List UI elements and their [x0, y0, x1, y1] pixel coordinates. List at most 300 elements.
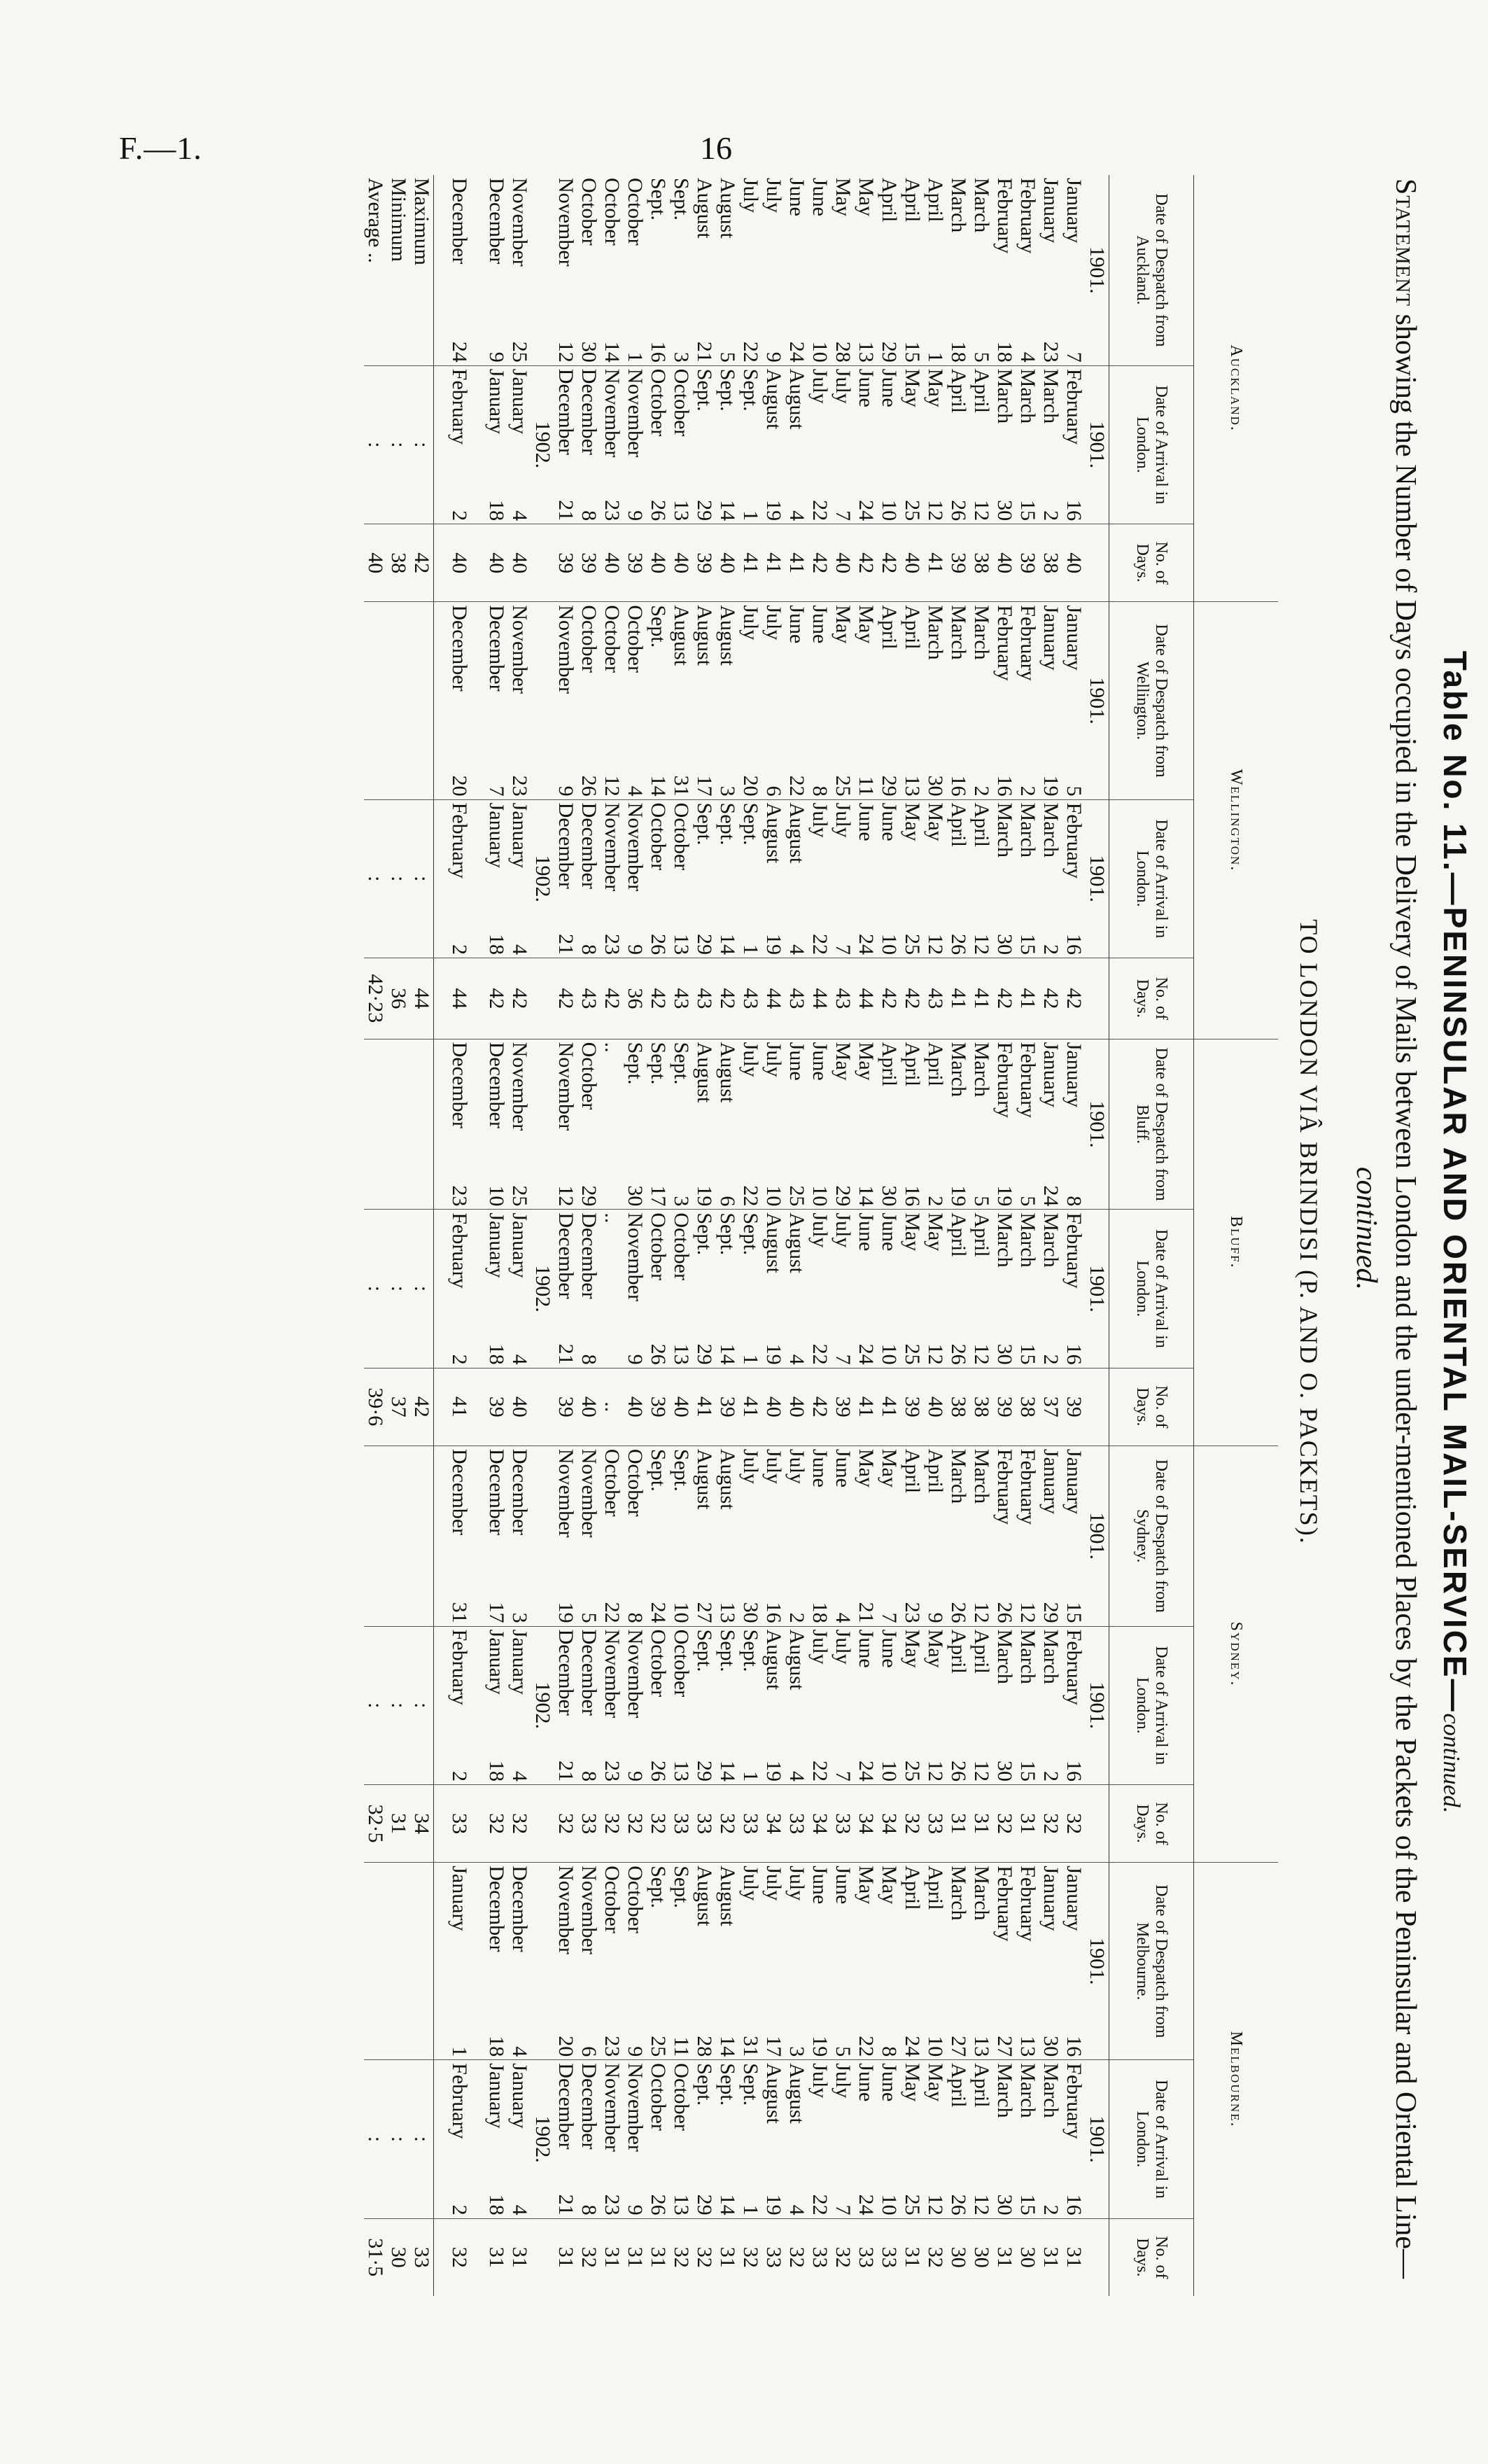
group-wellington: Wellington.: [1194, 602, 1279, 1039]
day: 26: [947, 500, 970, 522]
stats-label: Maximum: [410, 175, 434, 365]
month: August: [693, 1042, 716, 1103]
col-days-auckland: No. of Days.: [1109, 524, 1194, 602]
arrival-date-cell: [716, 2060, 739, 2218]
day: 19: [554, 1602, 577, 1623]
days-cell: 39: [716, 1368, 739, 1446]
days-cell: 31: [624, 2246, 647, 2268]
days-cell: 36: [624, 958, 647, 1039]
month: November: [624, 802, 647, 892]
stats-filler: :: [410, 1626, 434, 1784]
arrival-date-cell: [924, 1626, 947, 1784]
arrival-date-cell: [785, 2060, 808, 2218]
day: 29: [693, 2194, 716, 2216]
year-cell: 1902.: [531, 365, 554, 524]
arrival-date-cell: [624, 2060, 647, 2218]
month: March: [947, 1042, 970, 1097]
day: 14: [716, 500, 739, 522]
despatch-date-cell: [647, 1446, 670, 1626]
days-cell: 38: [1016, 1368, 1039, 1446]
month: April: [970, 802, 993, 847]
despatch-date-cell: [1062, 1039, 1086, 1210]
col-despatch-sydney: Date of Despatch from Sydney.: [1109, 1446, 1194, 1626]
despatch-date-cell: [670, 602, 693, 799]
despatch-date-cell: [1016, 175, 1039, 365]
day: 8: [577, 944, 601, 955]
stats-filler: [364, 1039, 387, 1210]
day: 18: [485, 2194, 508, 2216]
arrival-date-cell: [508, 1626, 531, 1784]
table-row: [670, 175, 693, 2296]
despatch-date-cell: [762, 1039, 785, 1210]
arrival-date-cell: [878, 365, 901, 524]
month: December: [554, 2063, 577, 2150]
day: 26: [947, 1343, 970, 1365]
stats-row: [364, 175, 387, 2296]
month: November: [554, 1865, 577, 1954]
stats-value: 40: [364, 524, 387, 602]
month: November: [577, 1865, 601, 1954]
despatch-date-cell: [448, 175, 471, 365]
stats-filler: [364, 1446, 387, 1626]
month: Sept.: [693, 802, 716, 846]
month: December: [448, 178, 471, 265]
days-cell: 32: [693, 2246, 716, 2268]
table-row: [554, 175, 577, 2296]
arrival-date-cell: [554, 1210, 577, 1368]
days-cell: 39: [831, 1368, 855, 1446]
month: January: [508, 2063, 531, 2129]
day: 16: [1062, 1760, 1086, 1782]
day: 16: [901, 1185, 924, 1207]
month: November: [624, 2063, 647, 2152]
days-cell: 40: [508, 1368, 531, 1446]
month: May: [878, 1448, 901, 1488]
month: December: [485, 1448, 508, 1536]
month: April: [924, 1448, 947, 1494]
arrival-date-cell: [577, 365, 601, 524]
arrival-date-cell: [808, 2060, 831, 2218]
stats-value: 37: [387, 1368, 410, 1446]
days-cell: 41: [739, 1368, 762, 1446]
table-row: [624, 175, 647, 2296]
col-days-wellington: No. of Days.: [1109, 958, 1194, 1039]
month: July: [762, 1865, 785, 1901]
month: March: [993, 1629, 1016, 1684]
arrival-date-cell: [448, 799, 471, 958]
stats-filler: :: [387, 1210, 410, 1368]
day: 5: [970, 1196, 993, 1207]
day: 16: [947, 775, 970, 797]
month: July: [739, 605, 762, 640]
days-cell: 34: [762, 1784, 785, 1862]
days-cell: 43: [785, 958, 808, 1039]
day: 12: [924, 2194, 947, 2216]
month: October: [624, 1448, 647, 1517]
year-cell: 1901.: [1086, 602, 1109, 799]
col-arrival-wellington: Date of Arrival in London.: [1109, 799, 1194, 958]
arrival-date-cell: [554, 2060, 577, 2218]
month: August: [785, 1629, 808, 1690]
month: July: [831, 368, 855, 404]
month: October: [647, 1629, 670, 1698]
day: 25: [901, 933, 924, 955]
day: 14: [716, 2036, 739, 2057]
despatch-date-cell: [878, 175, 901, 365]
col-despatch-auckland: Date of Despatch from Auckland.: [1109, 175, 1194, 365]
month: Sept.: [647, 605, 670, 648]
month: ..: [601, 1042, 624, 1053]
despatch-date-cell: [762, 1446, 785, 1626]
arrival-date-cell: [924, 1210, 947, 1368]
month: February: [1062, 368, 1086, 445]
day: 12: [970, 1760, 993, 1782]
stats-filler: :: [364, 799, 387, 958]
month: March: [1039, 2063, 1062, 2118]
table-row: [485, 175, 508, 2296]
day: 29: [693, 500, 716, 522]
month: May: [901, 802, 924, 841]
month: January: [1039, 1448, 1062, 1515]
despatch-date-cell: [601, 175, 624, 365]
despatch-date-cell: [970, 602, 993, 799]
day: 29: [878, 341, 901, 363]
days-cell: 34: [808, 1784, 831, 1862]
arrival-date-cell: [577, 1626, 601, 1784]
arrival-date-cell: [670, 1210, 693, 1368]
despatch-date-cell: [1062, 602, 1086, 799]
day: 2: [448, 1770, 471, 1782]
day: 26: [647, 500, 670, 522]
month: February: [1016, 1865, 1039, 1942]
days-cell: 41: [924, 524, 947, 602]
arrival-date-cell: [878, 799, 901, 958]
days-cell: 32: [785, 2246, 808, 2268]
day: 9: [485, 351, 508, 363]
arrival-date-cell: [739, 799, 762, 958]
month: Sept.: [693, 2063, 716, 2106]
despatch-date-cell: [693, 1863, 716, 2060]
day: 14: [716, 933, 739, 955]
arrival-date-cell: [1062, 1626, 1086, 1784]
day: 2: [1039, 2204, 1062, 2216]
days-cell: 33: [577, 1784, 601, 1862]
month: June: [808, 1042, 831, 1081]
day: 27: [993, 2036, 1016, 2057]
day: 3: [670, 351, 693, 363]
despatch-date-cell: [601, 602, 624, 799]
day: 4: [785, 2204, 808, 2216]
day: 30: [924, 775, 947, 797]
day: 9: [624, 510, 647, 522]
year-cell: [531, 1784, 554, 1862]
despatch-date-cell: [878, 1039, 901, 1210]
stats-filler: :: [410, 365, 434, 524]
arrival-date-cell: [508, 365, 531, 524]
spacer-cell: [434, 1863, 449, 2060]
arrival-date-cell: [601, 799, 624, 958]
day: 21: [554, 500, 577, 522]
despatch-date-cell: [947, 602, 970, 799]
day: 25: [785, 1185, 808, 1207]
arrival-date-cell: [831, 1210, 855, 1368]
despatch-date-cell: [577, 1039, 601, 1210]
year-cell: [531, 602, 554, 799]
day: 13: [670, 500, 693, 522]
day: 20: [448, 775, 471, 797]
despatch-date-cell: [554, 602, 577, 799]
despatch-date-cell: [808, 1863, 831, 2060]
days-cell: 40: [901, 524, 924, 602]
month: April: [947, 2063, 970, 2108]
month: December: [554, 1629, 577, 1716]
arrival-date-cell: [831, 365, 855, 524]
month: February: [993, 605, 1016, 681]
arrival-date-cell: [855, 1210, 878, 1368]
days-cell: 31: [647, 2246, 670, 2268]
stats-filler: [410, 1446, 434, 1626]
days-cell: 30: [970, 2246, 993, 2268]
day: 4: [1016, 351, 1039, 363]
month: June: [785, 605, 808, 644]
day: 22: [808, 1343, 831, 1365]
day: 25: [901, 2194, 924, 2216]
arrival-date-cell: [762, 1210, 785, 1368]
stats-filler: [364, 602, 387, 799]
table-row: [831, 175, 855, 2296]
despatch-date-cell: [785, 1863, 808, 2060]
day: 4: [785, 944, 808, 955]
despatch-date-cell: [901, 175, 924, 365]
days-cell: 39: [901, 1368, 924, 1446]
month: January: [485, 368, 508, 435]
days-cell: 41: [448, 1368, 471, 1446]
day: 15: [1016, 500, 1039, 522]
arrival-date-cell: [693, 1626, 716, 1784]
page-ref: F.—1.: [119, 130, 202, 166]
days-cell: 42: [808, 1368, 831, 1446]
day: 19: [993, 1185, 1016, 1207]
day: 4: [785, 1770, 808, 1782]
day: 23: [508, 775, 531, 797]
month: June: [831, 1448, 855, 1488]
day: 4: [508, 1354, 531, 1365]
day: 23: [601, 2194, 624, 2216]
despatch-date-cell: [831, 175, 855, 365]
month: June: [808, 178, 831, 216]
days-cell: 39: [577, 524, 601, 602]
spacer-cell: [434, 1626, 449, 1784]
month: May: [855, 1865, 878, 1905]
day: 12: [970, 2194, 993, 2216]
month: January: [485, 802, 508, 868]
day: 3: [716, 785, 739, 797]
stats-filler: [387, 602, 410, 799]
days-cell: 41: [785, 524, 808, 602]
arrival-date-cell: [716, 799, 739, 958]
table-row: [878, 175, 901, 2296]
month: Sept.: [739, 802, 762, 846]
month: January: [1062, 605, 1086, 671]
despatch-date-cell: [993, 1039, 1016, 1210]
route-heading: TO LONDON VIÂ BRINDISI (P. AND O. PACKETS).: [1295, 919, 1323, 1545]
days-cell: 43: [739, 958, 762, 1039]
days-cell: 41: [970, 958, 993, 1039]
month: April: [924, 1865, 947, 1910]
day: 7: [878, 1612, 901, 1623]
despatch-date-cell: [785, 1446, 808, 1626]
days-cell: 30: [947, 2246, 970, 2268]
despatch-date-cell: [693, 602, 716, 799]
despatch-date-cell: [855, 1863, 878, 2060]
arrival-date-cell: [1039, 799, 1062, 958]
arrival-date-cell: [947, 1626, 970, 1784]
despatch-date-cell: [901, 1446, 924, 1626]
day: 12: [924, 500, 947, 522]
day: 9: [624, 2204, 647, 2216]
arrival-date-cell: [1016, 2060, 1039, 2218]
month: February: [1016, 1042, 1039, 1118]
arrival-date-cell: [785, 1626, 808, 1784]
days-cell: 33: [855, 2246, 878, 2268]
month: November: [554, 1042, 577, 1131]
day: 17: [485, 1602, 508, 1623]
day: 8: [1062, 1196, 1086, 1207]
day: 22: [601, 1602, 624, 1623]
days-cell: 42: [855, 524, 878, 602]
month: April: [878, 1042, 901, 1086]
day: 18: [485, 2036, 508, 2057]
arrival-date-cell: [808, 365, 831, 524]
day: 24: [647, 1602, 670, 1623]
days-cell: 32: [508, 1784, 531, 1862]
stats-value: 38: [387, 524, 410, 602]
stats-filler: [410, 602, 434, 799]
year-cell: 1901.: [1086, 175, 1109, 365]
stats-filler: :: [410, 1210, 434, 1368]
day: 10: [924, 2036, 947, 2057]
month: March: [924, 605, 947, 660]
despatch-date-cell: [855, 1446, 878, 1626]
day: 4: [508, 2046, 531, 2057]
day: 15: [1062, 1602, 1086, 1623]
arrival-date-cell: [508, 1210, 531, 1368]
month: October: [670, 802, 693, 871]
arrival-date-cell: [1016, 365, 1039, 524]
day: 2: [1039, 944, 1062, 955]
day: 26: [993, 1602, 1016, 1623]
day: 24: [855, 1343, 878, 1365]
arrival-date-cell: [577, 799, 601, 958]
month: January: [485, 1212, 508, 1278]
days-cell: 33: [762, 2246, 785, 2268]
days-cell: 32: [831, 2246, 855, 2268]
month: June: [878, 1212, 901, 1252]
days-cell: 33: [878, 2246, 901, 2268]
despatch-date-cell: [785, 602, 808, 799]
day: 31: [448, 1602, 471, 1623]
day: 13: [670, 933, 693, 955]
days-cell: 31: [508, 2246, 531, 2268]
stats-filler: :: [387, 1626, 410, 1784]
arrival-date-cell: [831, 1626, 855, 1784]
despatch-date-cell: [1039, 1863, 1062, 2060]
days-cell: 32: [1039, 1784, 1062, 1862]
despatch-date-cell: [762, 175, 785, 365]
day: 1: [739, 2204, 762, 2216]
month: May: [901, 1629, 924, 1668]
day: 4: [831, 1612, 855, 1623]
days-cell: 42: [808, 524, 831, 602]
day: 14: [647, 775, 670, 797]
despatch-date-cell: [601, 1863, 624, 2060]
arrival-date-cell: [1062, 365, 1086, 524]
arrival-date-cell: [993, 799, 1016, 958]
arrival-date-cell: [878, 2060, 901, 2218]
day: 7: [485, 785, 508, 797]
despatch-date-cell: [624, 1863, 647, 2060]
month: December: [577, 2063, 601, 2150]
day: 12: [554, 1185, 577, 1207]
arrival-date-cell: [554, 799, 577, 958]
month: April: [901, 1448, 924, 1494]
despatch-date-cell: [716, 602, 739, 799]
year-cell: [1086, 958, 1109, 1039]
stats-row: [387, 175, 410, 2296]
month: February: [1016, 605, 1039, 681]
day: 13: [716, 1602, 739, 1623]
month: March: [993, 1212, 1016, 1268]
arrival-date-cell: [601, 1626, 624, 1784]
month: August: [670, 605, 693, 666]
day: 30: [624, 1185, 647, 1207]
arrival-date-cell: [855, 2060, 878, 2218]
month: October: [624, 1865, 647, 1933]
day: 11: [855, 776, 878, 797]
day: 7: [831, 1354, 855, 1365]
stats-filler: :: [387, 799, 410, 958]
month: October: [624, 605, 647, 673]
day: 24: [901, 2036, 924, 2057]
month: February: [448, 368, 471, 445]
despatch-date-cell: [554, 1446, 577, 1626]
arrival-date-cell: [647, 1626, 670, 1784]
days-cell: 32: [448, 2246, 471, 2268]
despatch-date-cell: [485, 175, 508, 365]
days-cell: 43: [670, 958, 693, 1039]
col-despatch-bluff: Date of Despatch from Bluff.: [1109, 1039, 1194, 1210]
month: April: [970, 1629, 993, 1674]
month: April: [947, 1212, 970, 1257]
despatch-date-cell: [970, 1039, 993, 1210]
day: 25: [831, 775, 855, 797]
despatch-date-cell: [601, 1446, 624, 1626]
days-cell: 33: [808, 2246, 831, 2268]
despatch-date-cell: [993, 1863, 1016, 2060]
arrival-date-cell: [716, 1626, 739, 1784]
despatch-date-cell: [508, 602, 531, 799]
days-cell: 42: [508, 958, 531, 1039]
table-row: [647, 175, 670, 2296]
day: 10: [878, 933, 901, 955]
month: Sept.: [739, 2063, 762, 2106]
arrival-date-cell: [485, 799, 508, 958]
despatch-date-cell: [647, 1863, 670, 2060]
day: 12: [924, 1343, 947, 1365]
day: 2: [924, 1196, 947, 1207]
despatch-date-cell: [808, 602, 831, 799]
despatch-date-cell: [855, 175, 878, 365]
